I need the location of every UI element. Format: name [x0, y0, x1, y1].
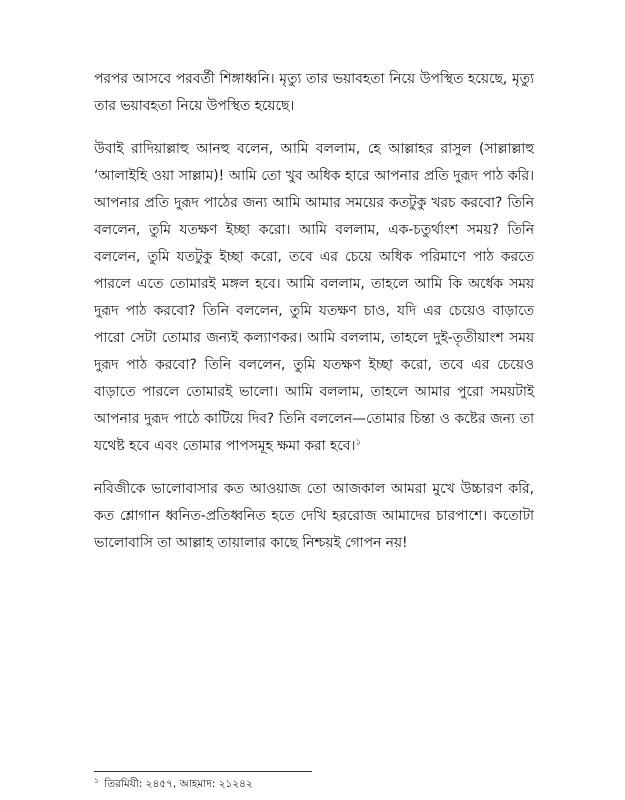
footnote [94, 777, 253, 791]
footnote-number: ১ [94, 775, 100, 785]
paragraph-closing [94, 476, 534, 557]
footnote-divider [94, 771, 312, 772]
paragraph-hadith [94, 136, 534, 460]
footnote-reference[interactable]: ১ [355, 437, 362, 448]
paragraph-intro [94, 66, 534, 120]
paragraph-intro-text: পরপর আসবে পরবর্তী শিঙ্গাধ্বনি। মৃত্যু তার ভয়াবহতা নিয়ে উপস্থিত হয়েছে, মৃত্যু তার ভয়াবহতা নিয়ে উপস্থিত হয়েছে। [94, 71, 534, 114]
footnote-text: তিরমিযী: ২৪৫৭, আহমাদ: ২১২৪২ [104, 778, 253, 790]
body-text [94, 66, 534, 573]
paragraph-closing-text: নবিজীকে ভালোবাসার কত আওয়াজ তো আজকাল আমরা মুখে উচ্চারণ করি, কত শ্লোগান ধ্বনিত-প্রতিধ্বনিত হতে দেখি হররোজ আমাদের চারপাশে। কতোটা ভালোবাসি তা আল্লাহ তায়ালার কাছে নিশ্চয়ই গোপন নয়! [94, 481, 534, 551]
paragraph-hadith-text: উবাই রাদিয়াল্লাহু আনহু বলেন, আমি বললাম, হে আল্লাহর রাসুল (সাল্লাল্লাহু ‘আলাইহি ওয়া সাল্লাম)! আমি তো খুব অধিক হারে আপনার প্রতি দুরূদ পাঠ করি। আপনার প্রতি দুরূদ পাঠের জন্য আমি আমার সময়ের কতটুকু খরচ করবো? তিনি বললেন, তুমি যতক্ষণ ইচ্ছা করো। আমি বললাম, এক-চতুর্থাংশ সময়? তিনি বললেন, তুমি যতটুকু ইচ্ছা করো, তবে এর চেয়ে অধিক পরিমাণে পাঠ করতে পারলে এতে তোমারই মঙ্গল হবে। আমি বললাম, তাহলে আমি কি অর্ধেক সময় দুরূদ পাঠ করবো? তিনি বললেন, তুমি যতক্ষণ চাও, যদি এর চেয়েও বাড়াতে পারো সেটা তোমার জন্যই কল্যাণকর। আমি বললাম, তাহলে দুই-তৃতীয়াংশ সময় দুরূদ পাঠ করবো? তিনি বললেন, তুমি যতক্ষণ ইচ্ছা করো, তবে এর চেয়েও বাড়াতে পারলে তোমারই ভালো। আমি বললাম, তাহলে আমার পুরো সময়টাই আপনার দুরূদ পাঠে কাটিয়ে দিব? তিনি বললেন—তোমার চিন্তা ও কষ্টের জন্য তা যথেষ্ট হবে এবং তোমার পাপসমূহ ক্ষমা করা হবে। [94, 141, 534, 454]
